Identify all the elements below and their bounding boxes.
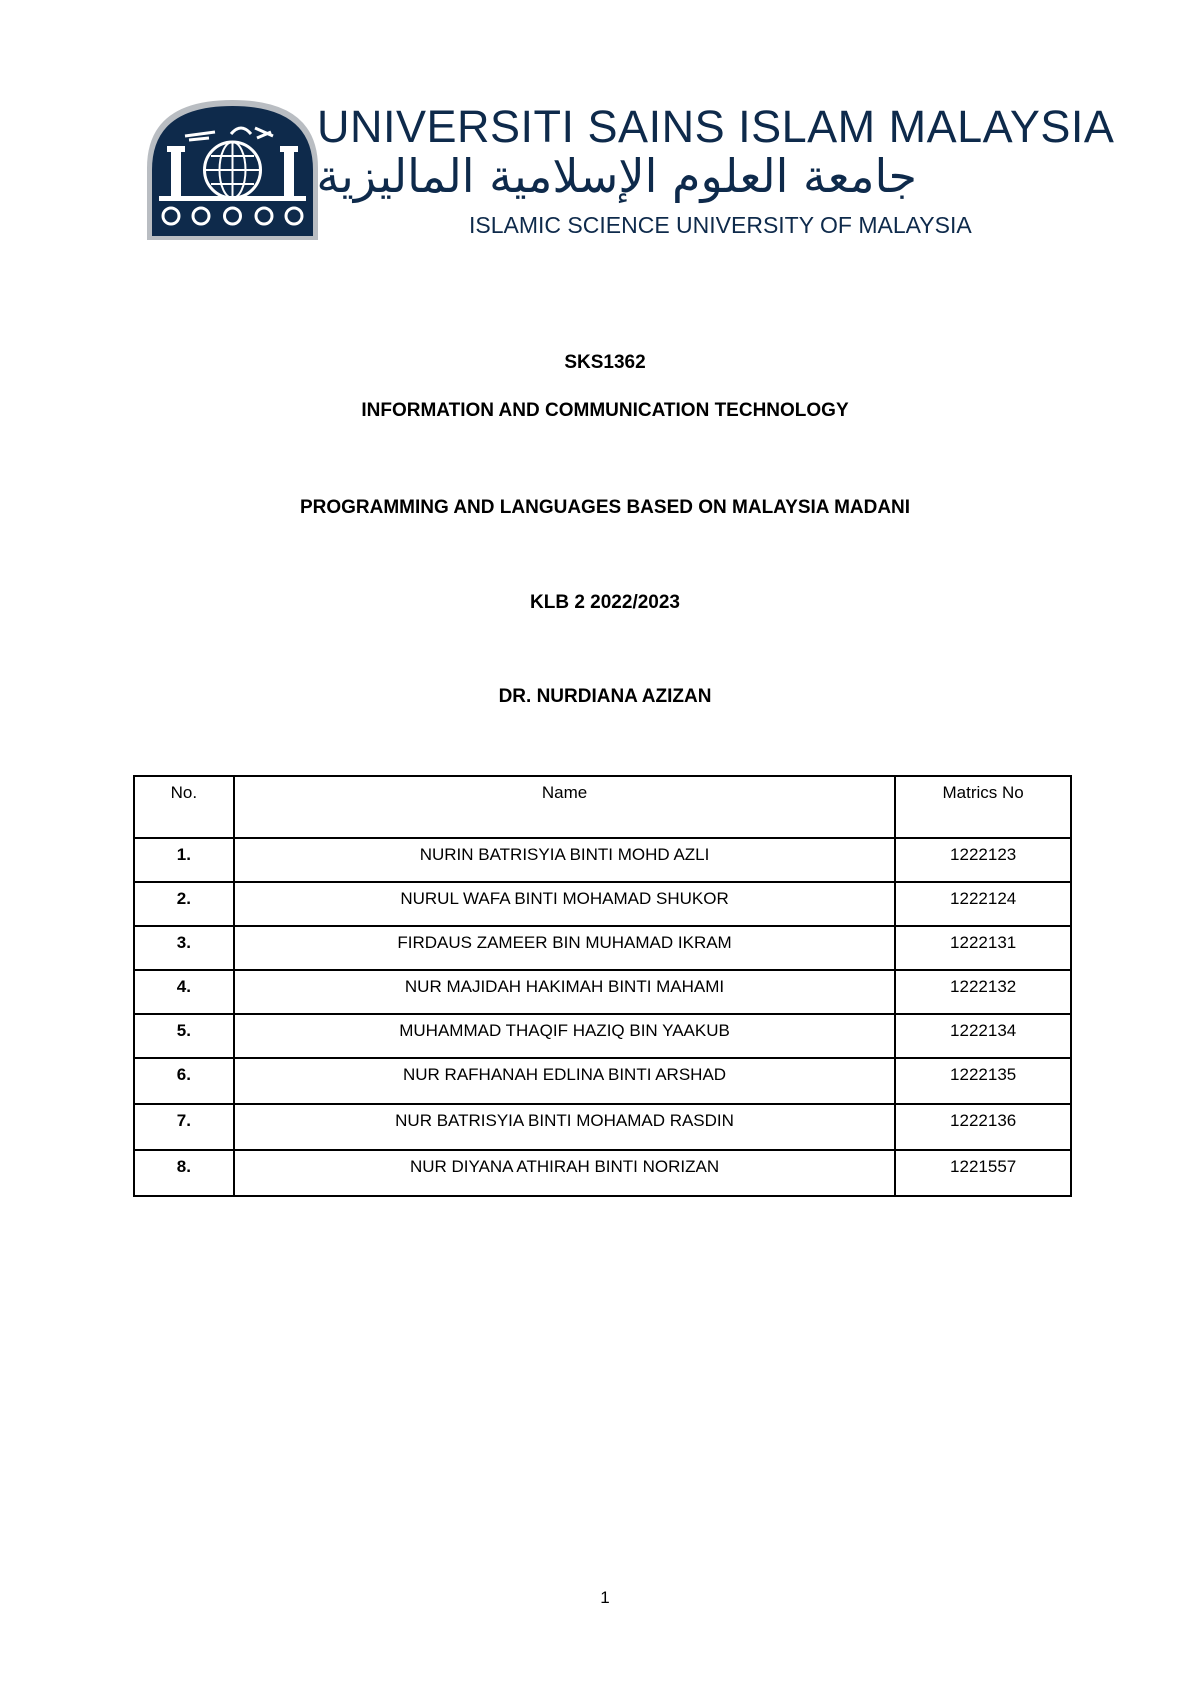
table-header-row — [134, 776, 1071, 838]
university-logo — [145, 98, 1115, 240]
member-name: NUR BATRISYIA BINTI MOHAMAD RASDIN — [234, 1104, 895, 1150]
member-name: NURIN BATRISYIA BINTI MOHD AZLI — [234, 838, 895, 882]
row-number: 3. — [134, 926, 234, 970]
row-number: 5. — [134, 1014, 234, 1058]
table-row — [134, 838, 1071, 882]
member-name: NUR DIYANA ATHIRAH BINTI NORIZAN — [234, 1150, 895, 1196]
university-crest-icon — [145, 98, 320, 240]
class-session: KLB 2 2022/2023 — [530, 592, 680, 613]
table-row — [134, 970, 1071, 1014]
row-number: 6. — [134, 1058, 234, 1104]
table-row — [134, 1150, 1071, 1196]
matric-number: 1222123 — [895, 838, 1071, 882]
member-name: NURUL WAFA BINTI MOHAMAD SHUKOR — [234, 882, 895, 926]
row-number: 1. — [134, 838, 234, 882]
table-row — [134, 882, 1071, 926]
row-number: 7. — [134, 1104, 234, 1150]
header-name: Name — [234, 776, 895, 838]
matric-number: 1222131 — [895, 926, 1071, 970]
page-number: 1 — [600, 1588, 610, 1607]
header-no: No. — [134, 776, 234, 838]
member-name: NUR MAJIDAH HAKIMAH BINTI MAHAMI — [234, 970, 895, 1014]
row-number: 2. — [134, 882, 234, 926]
group-members-table — [133, 775, 1072, 1197]
header-matric: Matrics No — [895, 776, 1071, 838]
course-name: INFORMATION AND COMMUNICATION TECHNOLOGY — [361, 400, 849, 421]
row-number: 8. — [134, 1150, 234, 1196]
member-name: FIRDAUS ZAMEER BIN MUHAMAD IKRAM — [234, 926, 895, 970]
member-name: MUHAMMAD THAQIF HAZIQ BIN YAAKUB — [234, 1014, 895, 1058]
table-row — [134, 1014, 1071, 1058]
assignment-topic: PROGRAMMING AND LANGUAGES BASED ON MALAYSIA MADANI — [299, 497, 911, 518]
matric-number: 1222134 — [895, 1014, 1071, 1058]
table-row — [134, 1058, 1071, 1104]
matric-number: 1222135 — [895, 1058, 1071, 1104]
matric-number: 1221557 — [895, 1150, 1071, 1196]
member-name: NUR RAFHANAH EDLINA BINTI ARSHAD — [234, 1058, 895, 1104]
matric-number: 1222124 — [895, 882, 1071, 926]
matric-number: 1222132 — [895, 970, 1071, 1014]
university-subtitle: ISLAMIC SCIENCE UNIVERSITY OF MALAYSIA — [469, 212, 972, 238]
table-row — [134, 926, 1071, 970]
table-row — [134, 1104, 1071, 1150]
row-number: 4. — [134, 970, 234, 1014]
matric-number: 1222136 — [895, 1104, 1071, 1150]
university-name-arabic: جامعة العلوم الإسلامية الماليزية — [316, 149, 917, 203]
lecturer-name: DR. NURDIANA AZIZAN — [498, 686, 712, 707]
course-code: SKS1362 — [564, 352, 646, 373]
university-name: UNIVERSITI SAINS ISLAM MALAYSIA — [317, 101, 1115, 152]
